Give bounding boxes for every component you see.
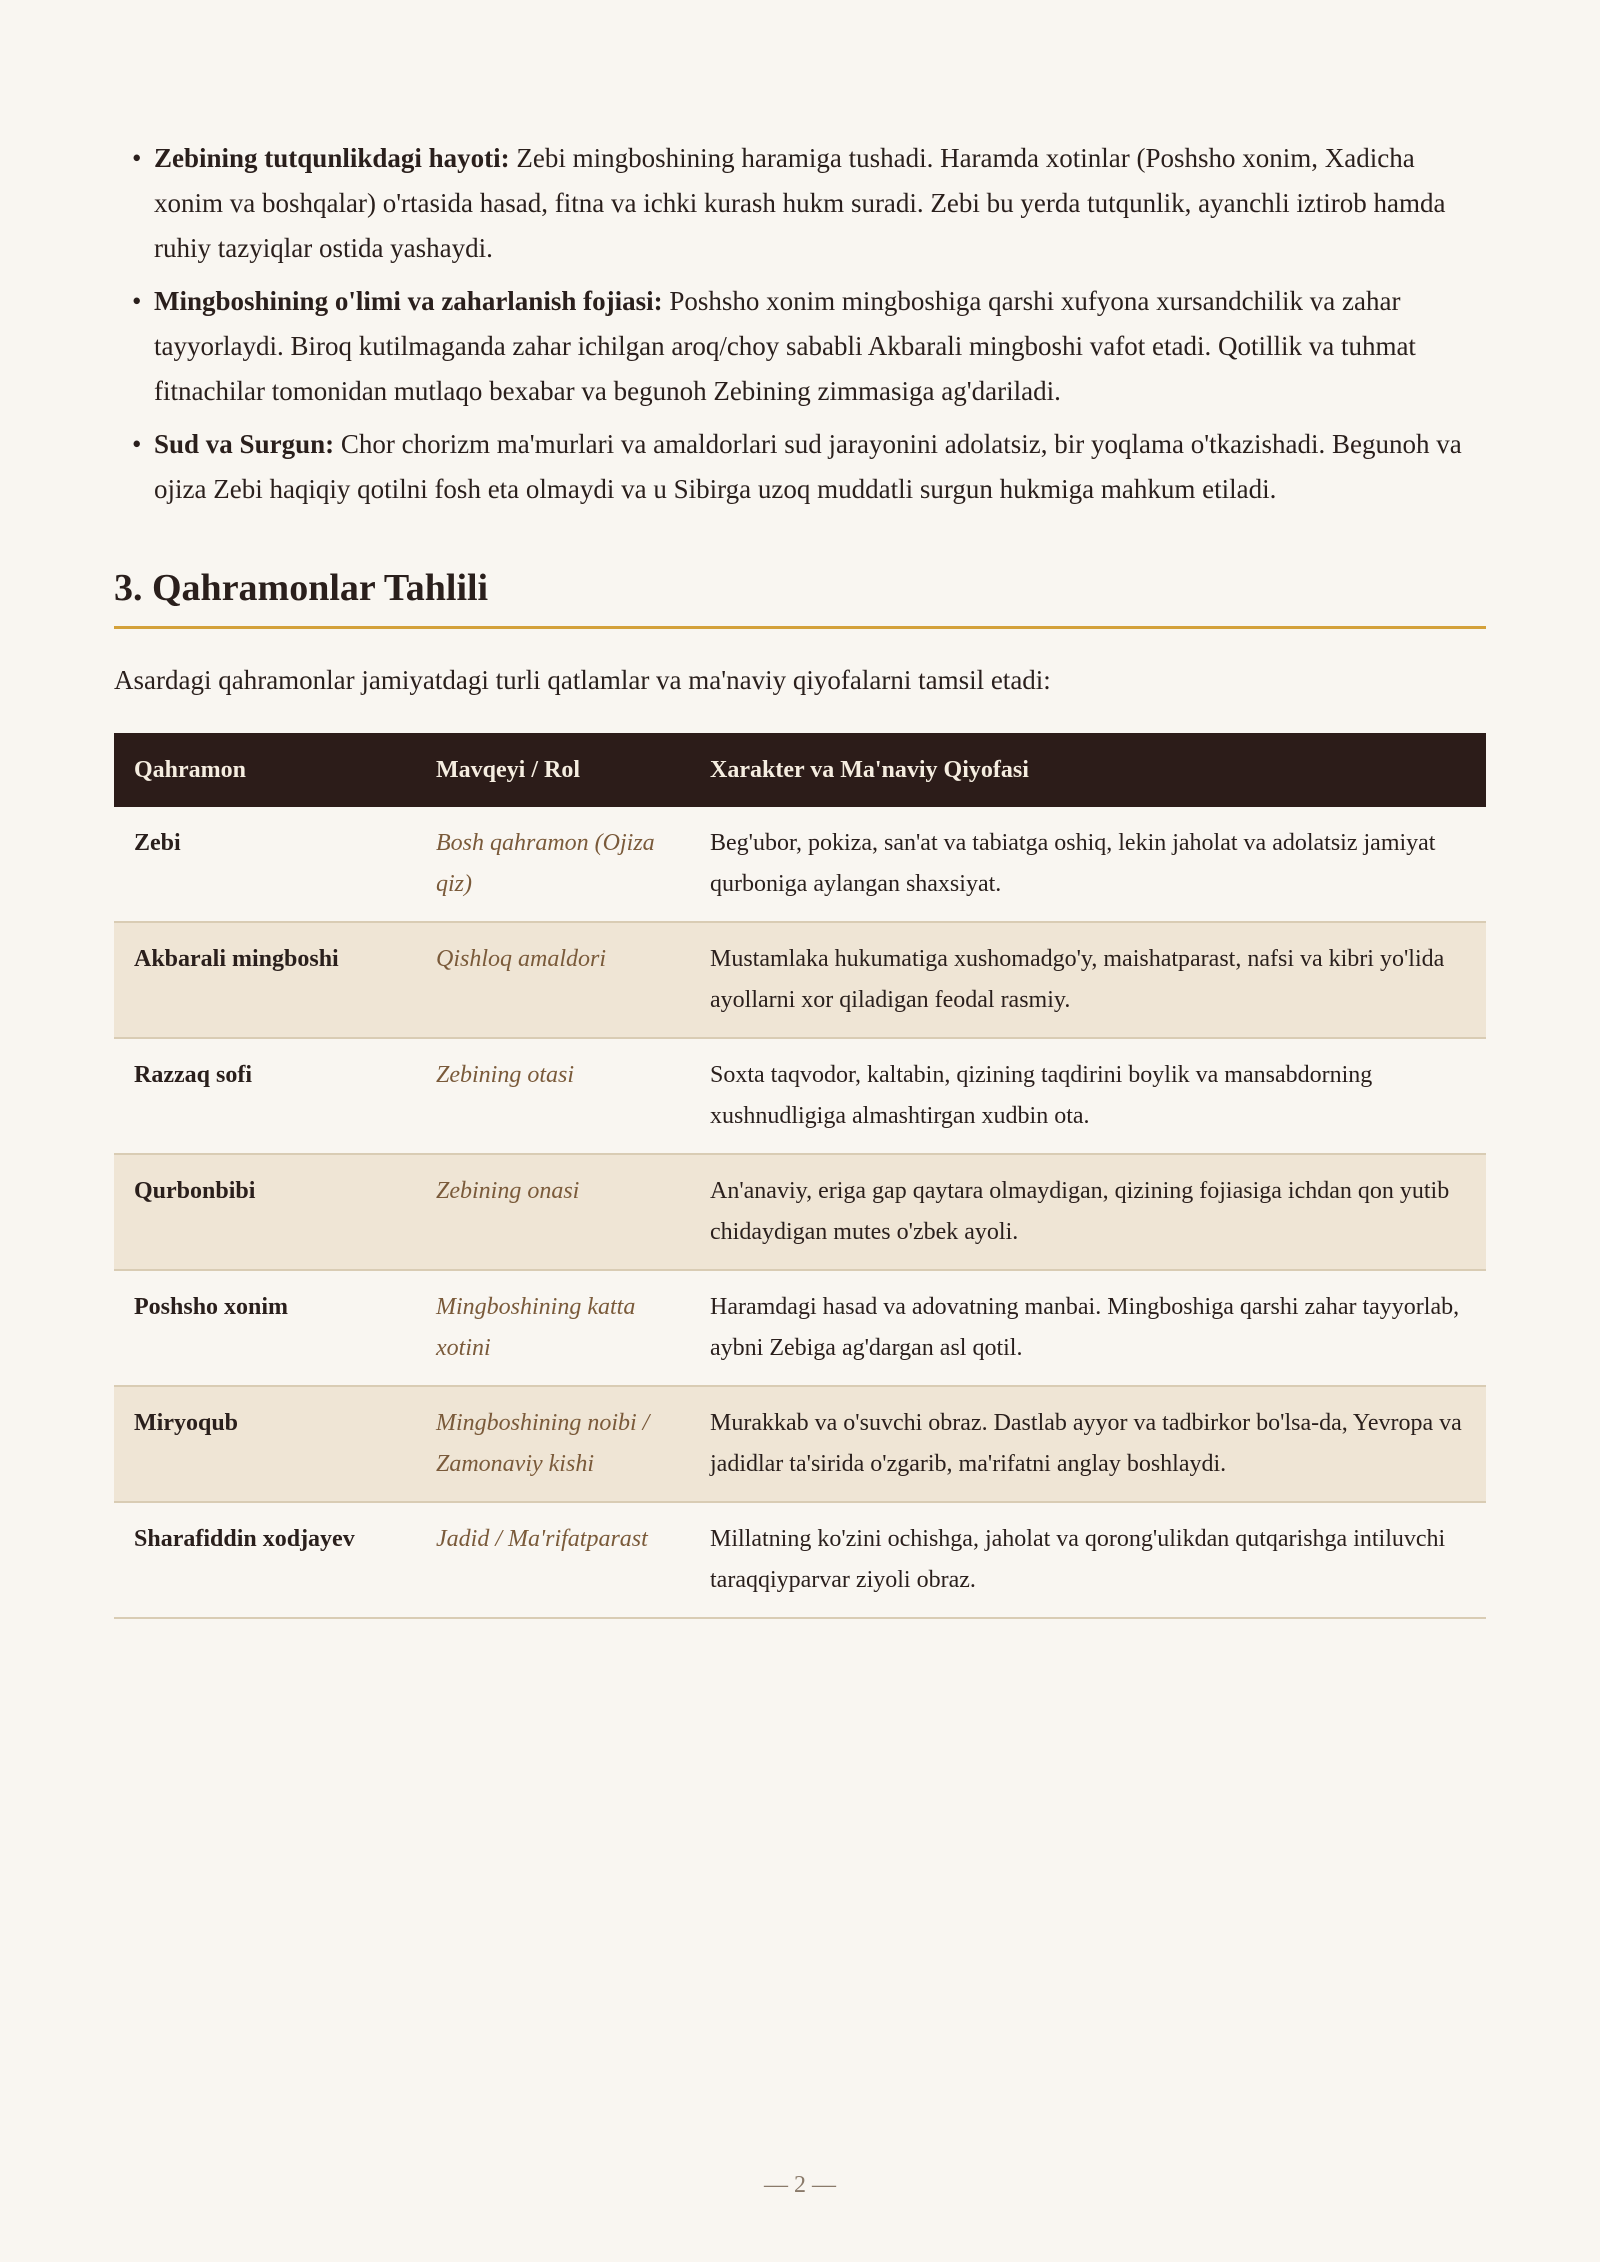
table-row bbox=[114, 1502, 1486, 1618]
bullet-dot: • bbox=[132, 429, 142, 459]
character-name: Qurbonbibi bbox=[114, 1154, 416, 1270]
plot-events-list bbox=[114, 136, 1486, 520]
character-name: Zebi bbox=[114, 807, 416, 922]
table-row bbox=[114, 1386, 1486, 1502]
list-item bbox=[114, 279, 1486, 414]
table-header-row bbox=[114, 733, 1486, 807]
character-role: Qishloq amaldori bbox=[416, 922, 690, 1038]
character-description: An'anaviy, eriga gap qaytara olmaydigan, qizining fojiasiga ichdan qon yutib chidaydigan mutes o'zbek ayoli. bbox=[690, 1154, 1486, 1270]
character-description: Mustamlaka hukumatiga xushomadgo'y, maishatparast, nafsi va kibri yo'lida ayollarni xor qiladigan feodal rasmiy. bbox=[690, 922, 1486, 1038]
character-description: Haramdagi hasad va adovatning manbai. Mingboshiga qarshi zahar tayyorlab, aybni Zebiga ag'dargan asl qotil. bbox=[690, 1270, 1486, 1386]
character-description: Soxta taqvodor, kaltabin, qizining taqdirini boylik va mansabdorning xushnudligiga almashtirgan xudbin ota. bbox=[690, 1038, 1486, 1154]
character-description: Millatning ko'zini ochishga, jaholat va qorong'ulikdan qutqarishga intiluvchi taraqqiyparvar ziyoli obraz. bbox=[690, 1502, 1486, 1618]
table-row bbox=[114, 1038, 1486, 1154]
bullet-term: Mingboshining o'limi va zaharlanish fojiasi: bbox=[154, 286, 663, 316]
character-role: Zebining onasi bbox=[416, 1154, 690, 1270]
table-row bbox=[114, 1270, 1486, 1386]
bullet-text: Poshsho xonim mingboshiga qarshi xufyona xursandchilik va zahar tayyorlaydi. Biroq kutilmaganda zahar ichilgan aroq/choy sababli Akbarali mingboshi vafot etadi. Qotillik va tuhmat fitnachilar tomonidan mutlaqo bexabar va begunoh Zebining zimmasiga ag'dariladi. bbox=[154, 286, 1416, 406]
list-item bbox=[114, 136, 1486, 271]
character-role: Zebining otasi bbox=[416, 1038, 690, 1154]
character-description: Beg'ubor, pokiza, san'at va tabiatga oshiq, lekin jaholat va adolatsiz jamiyat qurboniga aylangan shaxsiyat. bbox=[690, 807, 1486, 922]
table-row bbox=[114, 1154, 1486, 1270]
character-description: Murakkab va o'suvchi obraz. Dastlab ayyor va tadbirkor bo'lsa-da, Yevropa va jadidlar ta'sirida o'zgarib, ma'rifatni anglay boshlaydi. bbox=[690, 1386, 1486, 1502]
column-header-description: Xarakter va Ma'naviy Qiyofasi bbox=[690, 733, 1486, 807]
character-name: Miryoqub bbox=[114, 1386, 416, 1502]
bullet-term: Zebining tutqunlikdagi hayoti: bbox=[154, 143, 510, 173]
table-row bbox=[114, 807, 1486, 922]
section-heading: 3. Qahramonlar Tahlili bbox=[114, 560, 1486, 629]
character-role: Mingboshining noibi / Zamonaviy kishi bbox=[416, 1386, 690, 1502]
column-header-character: Qahramon bbox=[114, 733, 416, 807]
list-item bbox=[114, 422, 1486, 512]
table-row bbox=[114, 922, 1486, 1038]
bullet-dot: • bbox=[132, 143, 142, 173]
character-role: Mingboshining katta xotini bbox=[416, 1270, 690, 1386]
bullet-text: Zebi mingboshining haramiga tushadi. Haramda xotinlar (Poshsho xonim, Xadicha xonim va boshqalar) o'rtasida hasad, fitna va ichki kurash hukm suradi. Zebi bu yerda tutqunlik, ayanchli iztirob hamda ruhiy tazyiqlar ostida yashaydi. bbox=[154, 143, 1446, 263]
bullet-term: Sud va Surgun: bbox=[154, 429, 335, 459]
bullet-dot: • bbox=[132, 286, 142, 316]
character-name: Razzaq sofi bbox=[114, 1038, 416, 1154]
column-header-role: Mavqeyi / Rol bbox=[416, 733, 690, 807]
bullet-text: Chor chorizm ma'murlari va amaldorlari sud jarayonini adolatsiz, bir yoqlama o'tkazishadi. Begunoh va ojiza Zebi haqiqiy qotilni fosh eta olmaydi va u Sibirga uzoq muddatli surgun hukmiga mahkum etiladi. bbox=[154, 429, 1462, 504]
character-name: Sharafiddin xodjayev bbox=[114, 1502, 416, 1618]
character-name: Poshsho xonim bbox=[114, 1270, 416, 1386]
page-number: — 2 — bbox=[764, 2172, 836, 2198]
character-role: Jadid / Ma'rifatparast bbox=[416, 1502, 690, 1618]
section-intro: Asardagi qahramonlar jamiyatdagi turli qatlamlar va ma'naviy qiyofalarni tamsil etadi: bbox=[114, 665, 1051, 695]
character-role: Bosh qahramon (Ojiza qiz) bbox=[416, 807, 690, 922]
characters-table bbox=[114, 733, 1486, 1619]
character-name: Akbarali mingboshi bbox=[114, 922, 416, 1038]
